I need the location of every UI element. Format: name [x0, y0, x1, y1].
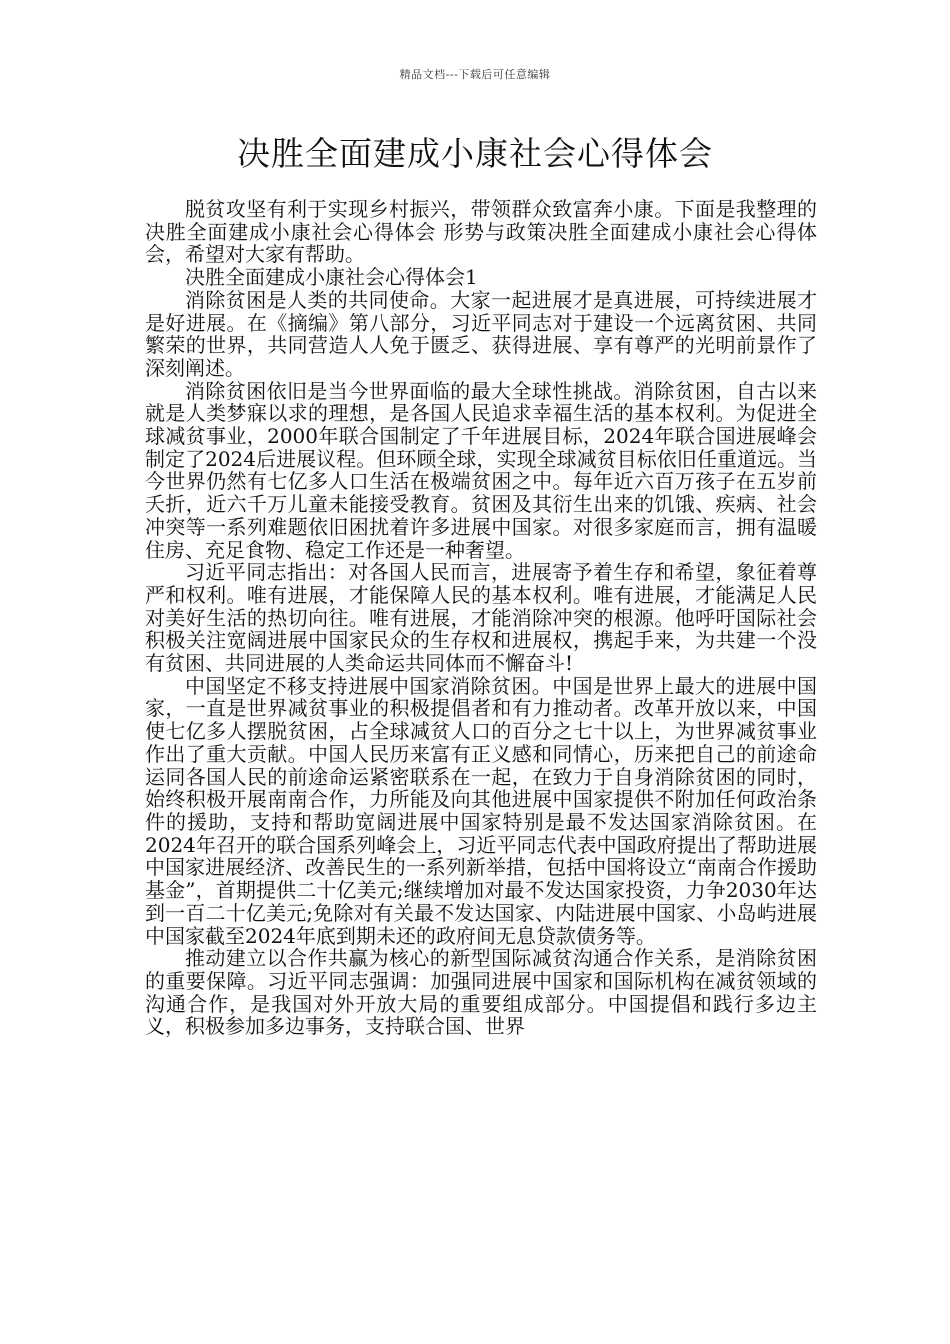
section-heading: 决胜全面建成小康社会心得体会1: [185, 265, 478, 290]
header-note: 精品文档---下载后可任意编辑: [399, 68, 551, 81]
paragraph-intro: 脱贫攻坚有利于实现乡村振兴，带领群众致富奔小康。下面是我整理的决胜全面建成小康社会心得体会 形势与政策决胜全面建成小康社会心得体会，希望对大家有帮助。: [145, 197, 817, 267]
paragraph: 习近平同志指出：对各国人民而言，进展寄予着生存和希望，象征着尊严和权利。唯有进展，才能保障人民的基本权利。唯有进展，才能满足人民对美好生活的热切向往。唯有进展，才能消除冲突的根源。他呼吁国际社会积极关注宽阔进展中国家民众的生存权和进展权，携起手来，为共建一个没有贫困、共同进展的人类命运共同体而不懈奋斗!: [145, 560, 817, 676]
document-title: 决胜全面建成小康社会心得体会: [237, 134, 713, 173]
paragraph: 中国坚定不移支持进展中国家消除贫困。中国是世界上最大的进展中国家，一直是世界减贫事业的积极提倡者和有力推动者。改革开放以来，中国使七亿多人摆脱贫困，占全球减贫人口的百分之七十以上，为世界减贫事业作出了重大贡献。中国人民历来富有正义感和同情心，历来把自己的前途命运同各国人民的前途命运紧密联系在一起，在致力于自身消除贫困的同时，始终积极开展南南合作，力所能及向其他进展中国家提供不附加任何政治条件的援助，支持和帮助宽阔进展中国家特别是最不发达国家消除贫困。在2024年召开的联合国系列峰会上，习近平同志代表中国政府提出了帮助进展中国家进展经济、改善民生的一系列新举措，包括中国将设立“南南合作援助基金”，首期提供二十亿美元;继续增加对最不发达国家投资，力争2030年达到一百二十亿美元;免除对有关最不发达国家、内陆进展中国家、小岛屿进展中国家截至2024年底到期未还的政府间无息贷款债务等。: [145, 673, 817, 948]
document-body: [145, 198, 817, 1038]
paragraph: 推动建立以合作共赢为核心的新型国际减贫沟通合作关系，是消除贫困的重要保障。习近平同志强调：加强同进展中国家和国际机构在减贫领域的沟通合作，是我国对外开放大局的重要组成部分。中国提倡和践行多边主义，积极参加多边事务，支持联合国、世界: [145, 946, 817, 1039]
paragraph: 消除贫困是人类的共同使命。大家一起进展才是真进展，可持续进展才是好进展。在《摘编》第八部分，习近平同志对于建设一个远离贫困、共同繁荣的世界，共同营造人人免于匮乏、获得进展、享有尊严的光明前景作了深刻阐述。: [145, 287, 817, 380]
paragraph: 消除贫困依旧是当今世界面临的最大全球性挑战。消除贫困，自古以来就是人类梦寐以求的理想，是各国人民追求幸福生活的基本权利。为促进全球减贫事业，2000年联合国制定了千年进展目标，2024年联合国进展峰会制定了2024后进展议程。但环顾全球，实现全球减贫目标依旧任重道远。当今世界仍然有七亿多人口生活在极端贫困之中。每年近六百万孩子在五岁前夭折，近六千万儿童未能接受教育。贫困及其衍生出来的饥饿、疾病、社会冲突等一系列难题依旧困扰着许多进展中国家。对很多家庭而言，拥有温暖住房、充足食物、稳定工作还是一种奢望。: [145, 378, 817, 562]
